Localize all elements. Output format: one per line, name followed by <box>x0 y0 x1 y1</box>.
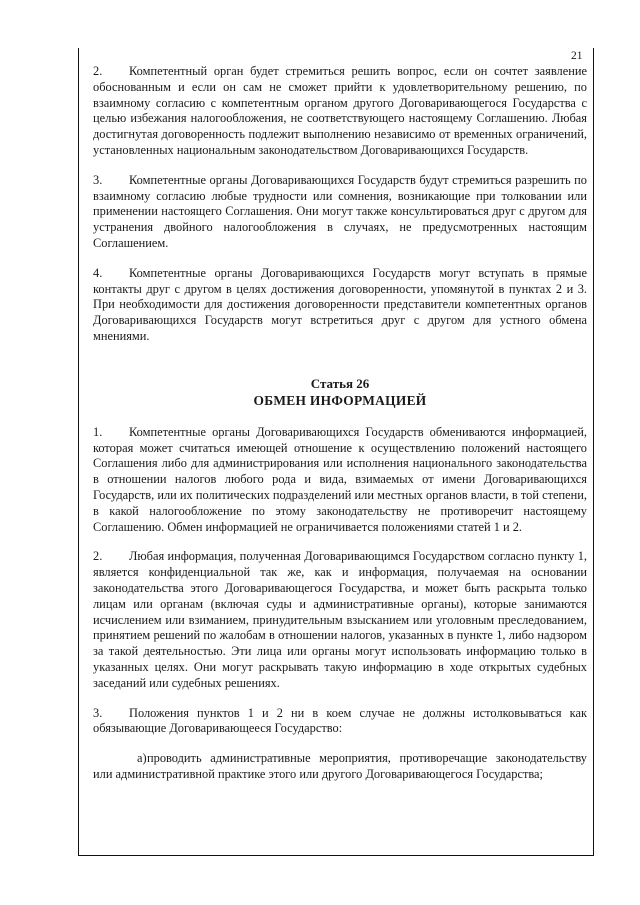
article-paragraph-2 <box>93 549 587 691</box>
paragraph-4 <box>93 266 587 345</box>
paragraph-number: 3. <box>93 172 103 187</box>
paragraph-text: Компетентные органы Договаривающихся Государств обмениваются информацией, которая может считаться имеющей отношение к осуществлению положений настоящего Соглашения либо для администрирования или исполнения национального законодательства в отношении налогов любого рода и вида, взимаемых от имени Договаривающихся Государств, или их политических подразделений или местных органов власти, в той степени, в какой налогообложение по этому законодательству не противоречит настоящему Соглашению. Обмен информацией не ограничивается положениями статей 1 и 2. <box>93 424 587 534</box>
article-title: Статья 26 <box>310 375 370 391</box>
article-paragraph-3 <box>93 706 587 738</box>
paragraph-number: 1. <box>93 424 103 439</box>
paragraph-number: 2. <box>93 549 103 564</box>
page-number: 21 <box>571 50 583 62</box>
document-body <box>93 64 587 783</box>
paragraph-text: Компетентный орган будет стремиться решить вопрос, если он сочтет заявление обоснованным и если он сам не сможет прийти к удовлетворительному решению, по взаимному согласию с компетентным органом другого Договаривающегося Государства с целью избежания налогообложения, не соответствующего настоящему Соглашению. Любая достигнутая договоренность подлежит выполнению независимо от временных ограничений, установленных национальным законодательством Договаривающихся Государств. <box>93 64 587 157</box>
paragraph-number: 3. <box>93 705 103 720</box>
subparagraph-letter: а) <box>137 751 147 766</box>
paragraph-text: Любая информация, полученная Договаривающимся Государством согласно пункту 1, является конфиденциальной так же, как и информация, получаемая на основании законодательства этого Договаривающегося Государства, и может быть раскрыта только лицам или органам (включая суды и административные органы), которые занимаются исчислением или взиманием, принудительным взысканием или уголовным преследованием, принятием решений по жалобам в отношении налогов, указанных в пункте 1, либо надзором за такой деятельностью. Эти лица или органы могут использовать информацию только в указанных целях. Они могут раскрывать такую информацию в ходе открытых судебных заседаний или судебных решениях. <box>93 549 587 690</box>
paragraph-text: Компетентные органы Договаривающихся Государств будут стремиться разрешить по взаимному согласию любые трудности или сомнения, возникающие при толковании или применении настоящего Соглашения. Они могут также консультироваться друг с другом для устранения двойного налогообложения в случаях, не предусмотренных настоящим Соглашением. <box>93 172 587 250</box>
paragraph-text: Положения пунктов 1 и 2 ни в коем случае не должны истолковываться как обязывающие Договаривающееся Государство: <box>93 705 587 736</box>
subparagraph-text: проводить административные мероприятия, противоречащие законодательству или административной практике этого или другого Договаривающегося Государства; <box>93 751 587 781</box>
article-paragraph-1 <box>93 425 587 536</box>
paragraph-number: 4. <box>93 265 103 280</box>
paragraph-text: Компетентные органы Договаривающихся Государств могут вступать в прямые контакты друг с другом в целях достижения договоренности, упомянутой в пунктах 2 и 3. При необходимости для достижения договоренности представители компетентных органов Договаривающихся Государств могут встретиться друг с другом для устного обмена мнениями. <box>93 265 587 343</box>
article-heading: ОБМЕН ИНФОРМАЦИЕЙ <box>253 392 427 408</box>
subparagraph-a <box>93 751 587 783</box>
paragraph-2 <box>93 64 587 159</box>
paragraph-number: 2. <box>93 64 103 78</box>
paragraph-3 <box>93 173 587 252</box>
